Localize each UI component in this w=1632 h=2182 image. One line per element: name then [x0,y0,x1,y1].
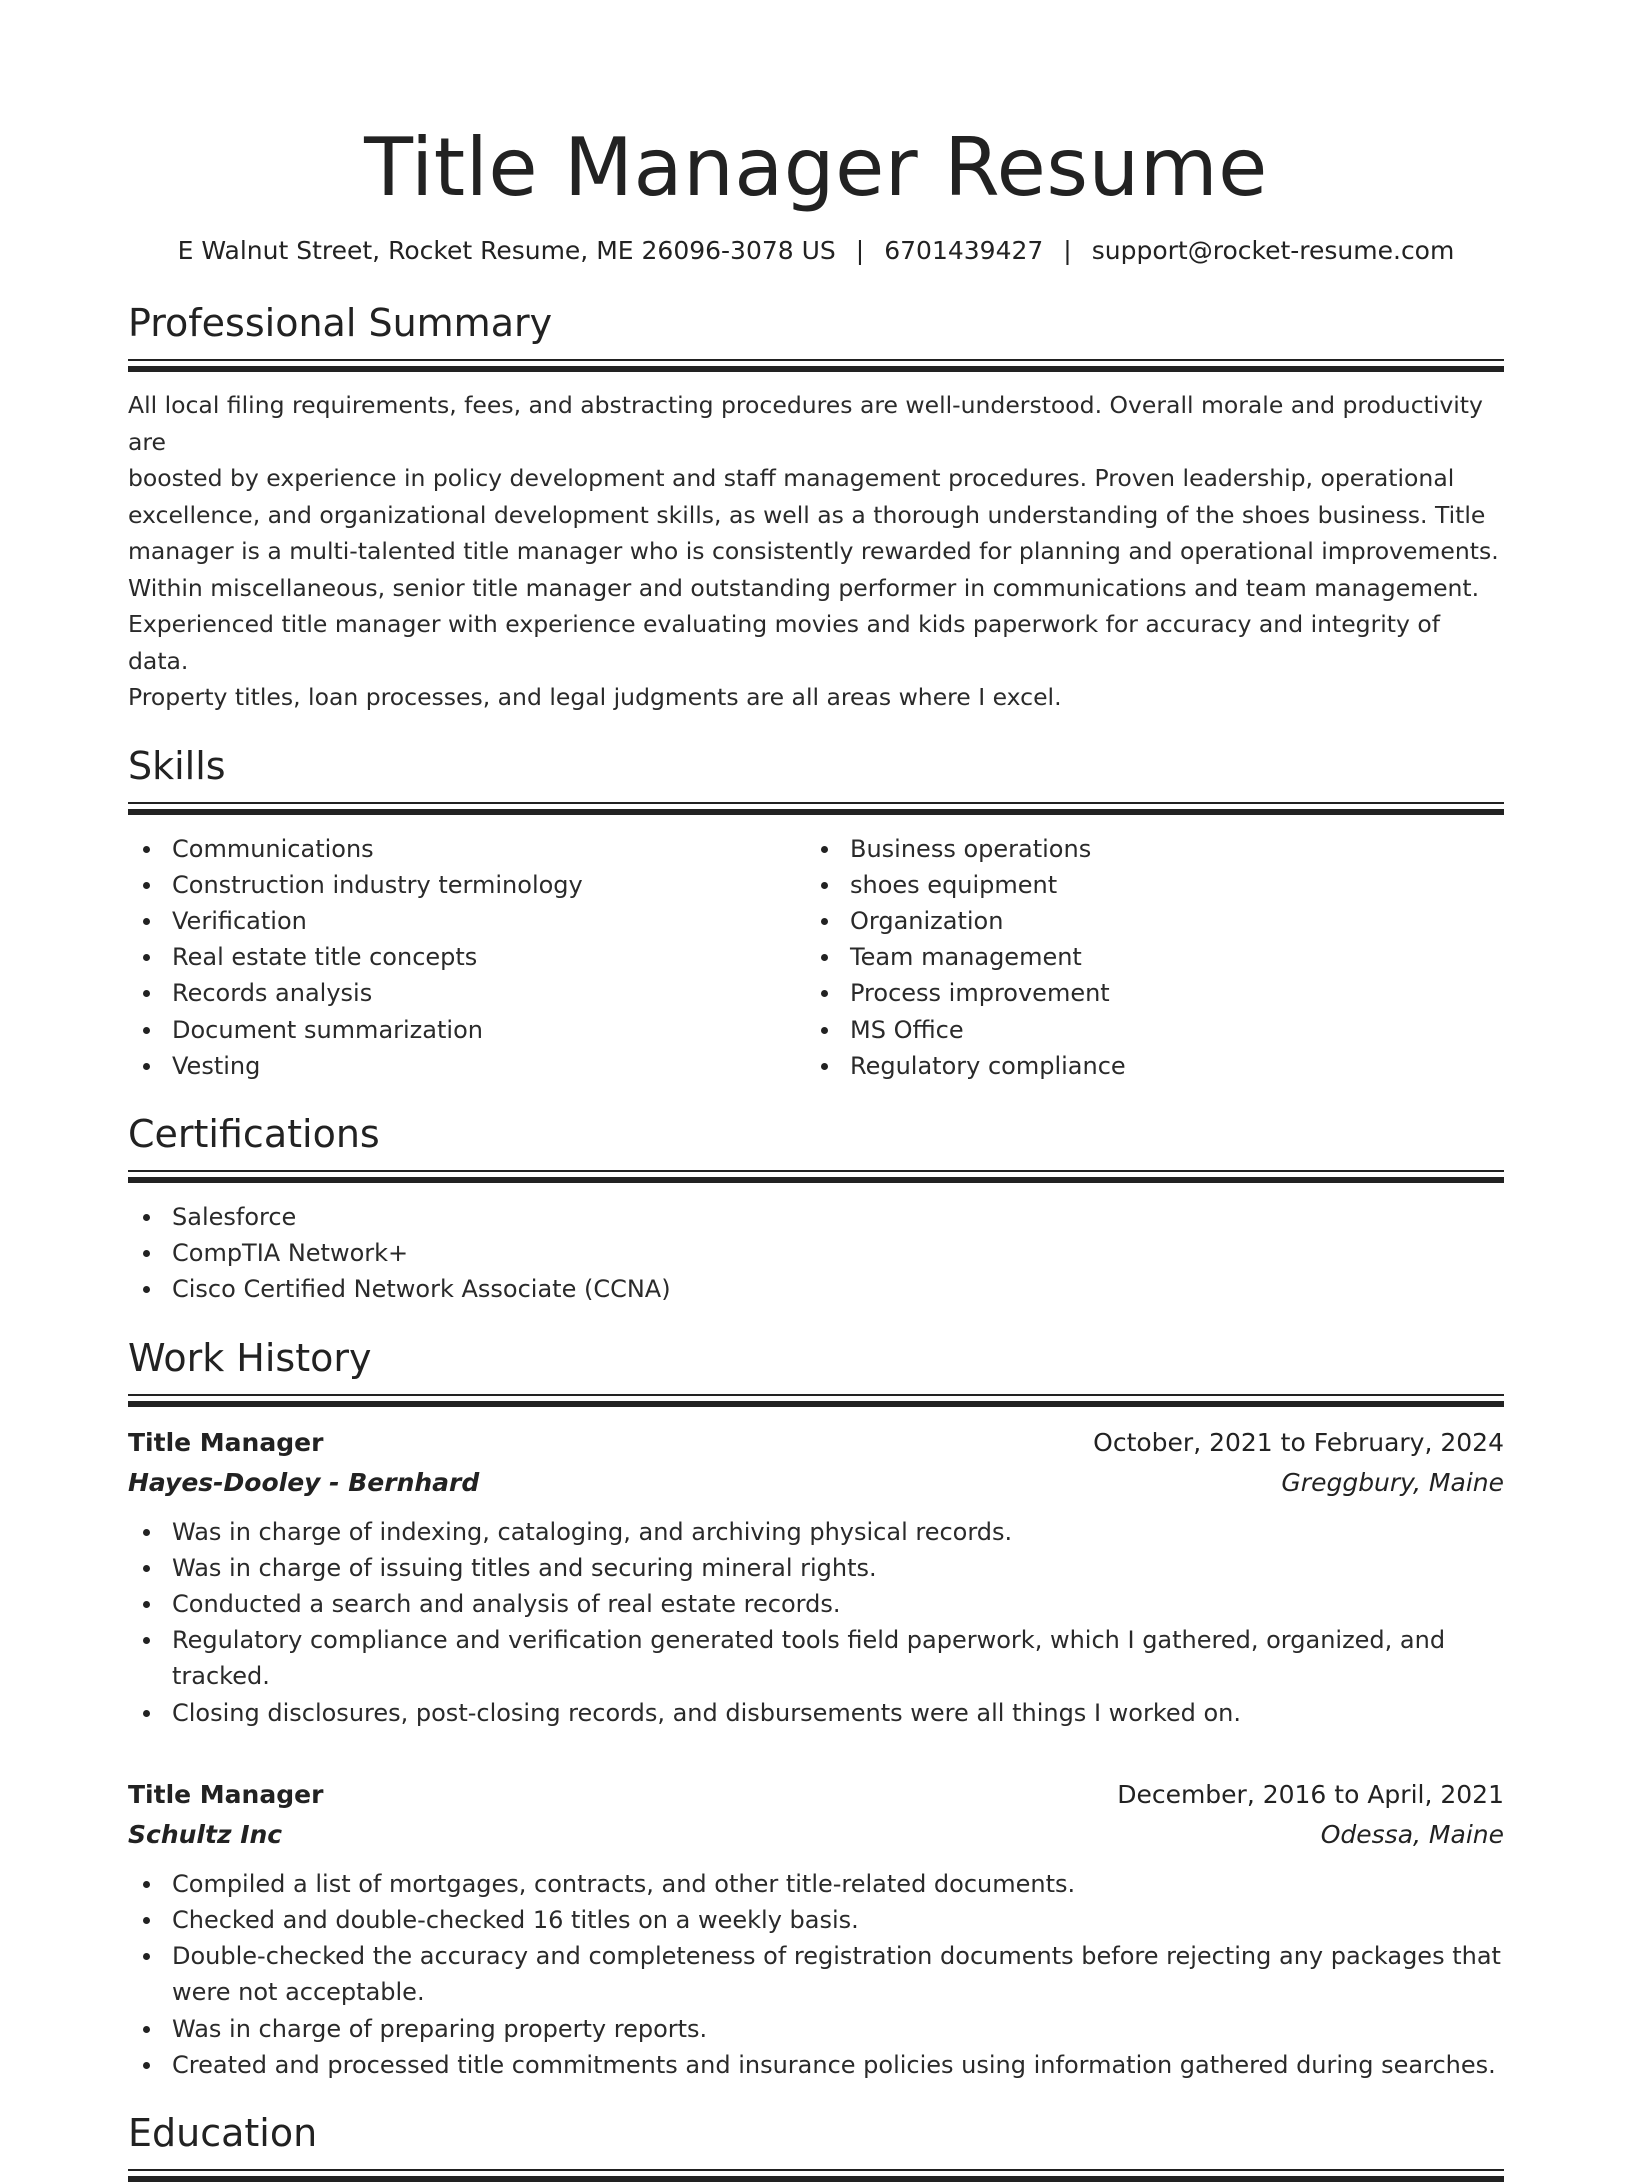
summary-line: Within miscellaneous, senior title manager and outstanding performer in communications and team management. [128,573,1480,602]
job-duty: Closing disclosures, post-closing records, and disbursements were all things I worked on. [128,1695,1504,1731]
job-company: Hayes-Dooley - Bernhard [128,1467,480,1497]
skill-item: Business operations [806,831,1484,867]
job-duty: Compiled a list of mortgages, contracts, and other title-related documents. [128,1866,1504,1902]
summary-text [128,387,1504,716]
job-title: Title Manager [128,1779,324,1809]
job-dates: October, 2021 to February, 2024 [1093,1427,1504,1457]
summary-line: All local filing requirements, fees, and abstracting procedures are well-understood. Overall morale and productivity are [128,391,1483,456]
job-duty: Conducted a search and analysis of real estate records. [128,1586,1504,1622]
certifications-list [128,1199,1504,1308]
skills-list-left [128,831,806,1084]
job-location: Greggbury, Maine [1281,1467,1504,1497]
job-duty: Created and processed title commitments and insurance policies using information gathered during searches. [128,2047,1504,2083]
skills-grid [128,831,1504,1084]
professional-summary-section [128,299,1504,716]
job-duty: Was in charge of issuing titles and securing mineral rights. [128,1550,1504,1586]
summary-line: Property titles, loan processes, and legal judgments are all areas where I excel. [128,683,1062,711]
skill-item: Vesting [128,1048,806,1084]
contact-email: support@rocket-resume.com [1091,236,1455,265]
skill-item: Document summarization [128,1012,806,1048]
skill-item: Process improvement [806,975,1484,1011]
section-heading: Work History [128,1335,372,1380]
skill-item: Construction industry terminology [128,867,806,903]
skill-item: Communications [128,831,806,867]
certification-item: Salesforce [128,1199,1504,1235]
job-duty: Was in charge of indexing, cataloging, and archiving physical records. [128,1514,1504,1550]
section-rule [128,2169,1504,2182]
job-company-row [128,1463,1504,1503]
job-company: Schultz Inc [128,1819,283,1849]
job-dates: December, 2016 to April, 2021 [1117,1779,1504,1809]
section-heading: Skills [128,743,226,788]
certifications-section [128,1110,1504,1308]
skill-item: Real estate title concepts [128,939,806,975]
section-rule [128,1394,1504,1407]
job-duties-list [128,1514,1504,1731]
section-rule [128,1170,1504,1183]
summary-line: boosted by experience in policy development and staff management procedures. Proven leadership, operational [128,464,1455,492]
job-duties-list [128,1866,1504,2083]
summary-line: manager is a multi-talented title manager who is consistently rewarded for planning and operational improvements. [128,537,1499,565]
skill-item: Verification [128,903,806,939]
skill-item: Team management [806,939,1484,975]
skill-item: Records analysis [128,975,806,1011]
job-duty: Checked and double-checked 16 titles on a weekly basis. [128,1902,1504,1938]
education-section [128,2109,1504,2182]
contact-address: E Walnut Street, Rocket Resume, ME 26096-3078 US [177,236,836,265]
skill-item: MS Office [806,1012,1484,1048]
section-heading: Education [128,2110,318,2155]
skill-item: Regulatory compliance [806,1048,1484,1084]
job-duty: Double-checked the accuracy and completeness of registration documents before rejecting any packages that were not acceptable. [128,1938,1504,2010]
skill-item: shoes equipment [806,867,1484,903]
summary-line: excellence, and organizational development skills, as well as a thorough understanding of the shoes business. Title [128,500,1486,529]
certification-item: Cisco Certified Network Associate (CCNA) [128,1271,1504,1307]
job-company-row [128,1815,1504,1855]
section-rule [128,359,1504,372]
skills-section [128,742,1504,1084]
job-header-row [128,1775,1504,1815]
section-rule [128,802,1504,815]
contact-phone: 6701439427 [884,236,1044,265]
skill-item: Organization [806,903,1484,939]
certification-item: CompTIA Network+ [128,1235,1504,1271]
job-duty: Regulatory compliance and verification generated tools field paperwork, which I gathered, organized, and tracked. [128,1622,1504,1694]
skills-list-right [806,831,1484,1084]
section-heading: Professional Summary [128,301,553,345]
job-entry [128,1423,1504,1731]
contact-separator: | [1063,236,1072,265]
job-header-row [128,1423,1504,1463]
contact-separator: | [855,236,865,265]
job-location: Odessa, Maine [1320,1819,1504,1849]
resume-title: Title Manager Resume [364,121,1268,214]
job-duty: Was in charge of preparing property reports. [128,2011,1504,2047]
contact-line [128,234,1504,268]
summary-line: Experienced title manager with experience evaluating movies and kids paperwork for accuracy and integrity of data. [128,610,1441,675]
job-title: Title Manager [128,1427,324,1457]
work-history-section [128,1334,1504,2083]
resume-page [128,0,1504,2182]
job-entry [128,1775,1504,2083]
section-heading: Certifications [128,1111,380,1156]
